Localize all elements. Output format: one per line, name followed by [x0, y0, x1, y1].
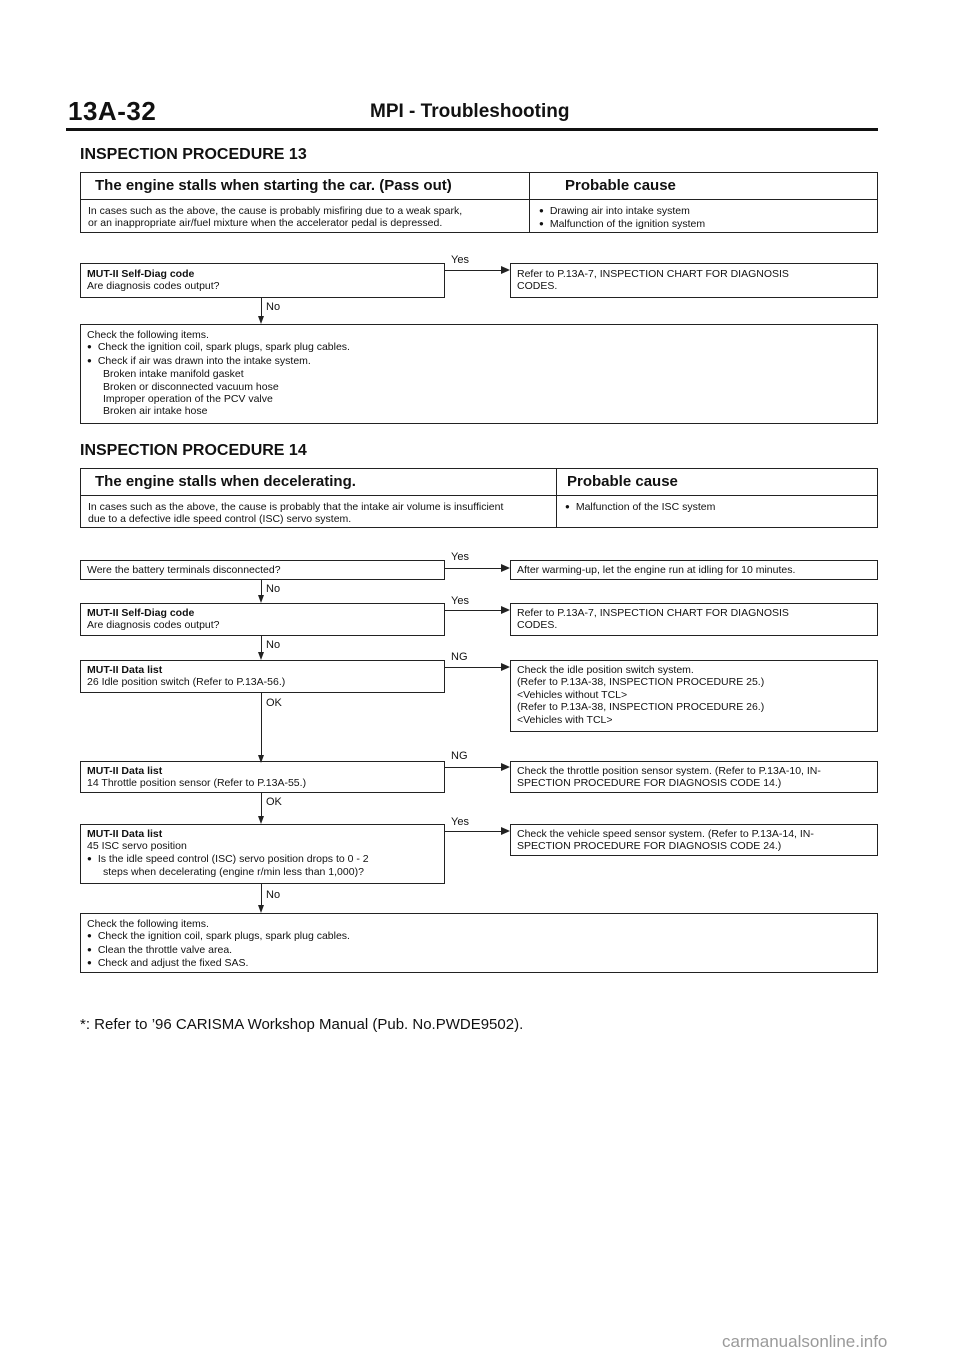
page-number: 13A-32 — [68, 96, 157, 126]
flow-action-idle-switch: Check the idle position switch system. (Refer to P.13A-38, INSPECTION PROCEDURE 25.) <Vehicles without TCL> (Refer to P.13A-38, INSPECTION PROCEDURE 26.) <Vehicles with TCL> — [510, 660, 878, 732]
ok-label: OK — [266, 697, 282, 709]
watermark: carmanualsonline.info — [722, 1332, 888, 1351]
ng-connector — [445, 667, 502, 668]
symptom-description: In cases such as the above, the cause is probably that the intake air volume is insufficient due to a defective idle speed control (ISC) servo system. — [88, 501, 504, 526]
flow-step-isc-servo: MUT-II Data list 45 ISC servo position ● Is the idle speed control (ISC) servo position drops to 0 - 2 steps when decelerating (engine r/min less than 1,000)? — [80, 824, 445, 884]
flow-action-refer-chart: Refer to P.13A-7, INSPECTION CHART FOR DIAGNOSIS CODES. — [510, 263, 878, 298]
ok-arrow-icon — [258, 816, 264, 824]
yes-connector — [445, 610, 502, 611]
flow-step-idle-switch: MUT-II Data list 26 Idle position switch (Refer to P.13A-56.) — [80, 660, 445, 693]
flow-step-battery: Were the battery terminals disconnected? — [80, 560, 445, 580]
yes-arrow-icon — [501, 606, 510, 614]
ng-label: NG — [451, 750, 468, 762]
yes-arrow-icon — [501, 827, 510, 835]
flow-step-self-diag: MUT-II Self-Diag code Are diagnosis codes output? — [80, 263, 445, 298]
yes-label: Yes — [451, 816, 469, 828]
procedure-13-symptom-table — [80, 172, 878, 233]
page-header-title: MPI - Troubleshooting — [370, 101, 570, 122]
flow-step-throttle-sensor: MUT-II Data list 14 Throttle position sensor (Refer to P.13A-55.) — [80, 761, 445, 793]
yes-label: Yes — [451, 595, 469, 607]
no-connector — [261, 884, 262, 907]
yes-arrow-icon — [501, 266, 510, 274]
symptom-description: In cases such as the above, the cause is probably misfiring due to a weak spark, or an inappropriate air/fuel mixture when the accelerator pedal is depressed. — [88, 205, 463, 230]
flow-step-self-diag: MUT-II Self-Diag code Are diagnosis codes output? — [80, 603, 445, 636]
no-arrow-icon — [258, 905, 264, 913]
no-arrow-icon — [258, 316, 264, 324]
procedure-14-symptom-table — [80, 468, 878, 528]
symptom-heading: The engine stalls when decelerating. — [95, 473, 356, 490]
yes-arrow-icon — [501, 564, 510, 572]
yes-label: Yes — [451, 254, 469, 266]
yes-connector — [445, 831, 502, 832]
header-rule — [66, 128, 878, 131]
ng-arrow-icon — [501, 763, 510, 771]
flow-action-refer-chart: Refer to P.13A-7, INSPECTION CHART FOR DIAGNOSIS CODES. — [510, 603, 878, 636]
symptom-heading: The engine stalls when starting the car. (Pass out) — [95, 177, 452, 194]
flow-action-vehicle-speed-sensor: Check the vehicle speed sensor system. (Refer to P.13A-14, IN- SPECTION PROCEDURE FOR DIAGNOSIS CODE 24.) — [510, 824, 878, 856]
yes-connector — [445, 270, 502, 271]
ok-connector — [261, 693, 262, 760]
no-label: No — [266, 301, 281, 313]
yes-connector — [445, 568, 502, 569]
footer-note: *: Refer to ’96 CARISMA Workshop Manual (Pub. No.PWDE9502). — [80, 1016, 524, 1033]
no-label: No — [266, 583, 281, 595]
procedure-13-title: INSPECTION PROCEDURE 13 — [80, 146, 307, 163]
no-arrow-icon — [258, 652, 264, 660]
probable-causes: ● Malfunction of the ISC system — [565, 501, 715, 514]
probable-cause-heading: Probable cause — [565, 177, 676, 194]
probable-causes: ● Drawing air into intake system ● Malfunction of the ignition system — [539, 205, 705, 232]
procedure-13-final-check: Check the following items. ● Check the ignition coil, spark plugs, spark plug cables. ● Check if air was drawn into the intake system. Broken intake manifold gasket Broken or disconnected vacuum hose Improper operation of the PCV valve Broken air intake hose — [80, 324, 878, 424]
no-label: No — [266, 889, 281, 901]
yes-label: Yes — [451, 551, 469, 563]
procedure-14-title: INSPECTION PROCEDURE 14 — [80, 442, 307, 459]
ng-connector — [445, 767, 502, 768]
procedure-14-final-check: Check the following items. ● Check the ignition coil, spark plugs, spark plug cables. ● Clean the throttle valve area. ● Check and adjust the fixed SAS. — [80, 913, 878, 973]
no-arrow-icon — [258, 595, 264, 603]
ok-label: OK — [266, 796, 282, 808]
no-connector — [261, 298, 262, 318]
flow-action-warm-up: After warming-up, let the engine run at idling for 10 minutes. — [510, 560, 878, 580]
no-label: No — [266, 639, 281, 651]
flow-action-throttle-sensor: Check the throttle position sensor system. (Refer to P.13A-10, IN- SPECTION PROCEDURE FOR DIAGNOSIS CODE 14.) — [510, 761, 878, 793]
ok-connector — [261, 793, 262, 818]
ng-arrow-icon — [501, 663, 510, 671]
ng-label: NG — [451, 651, 468, 663]
probable-cause-heading: Probable cause — [567, 473, 678, 490]
